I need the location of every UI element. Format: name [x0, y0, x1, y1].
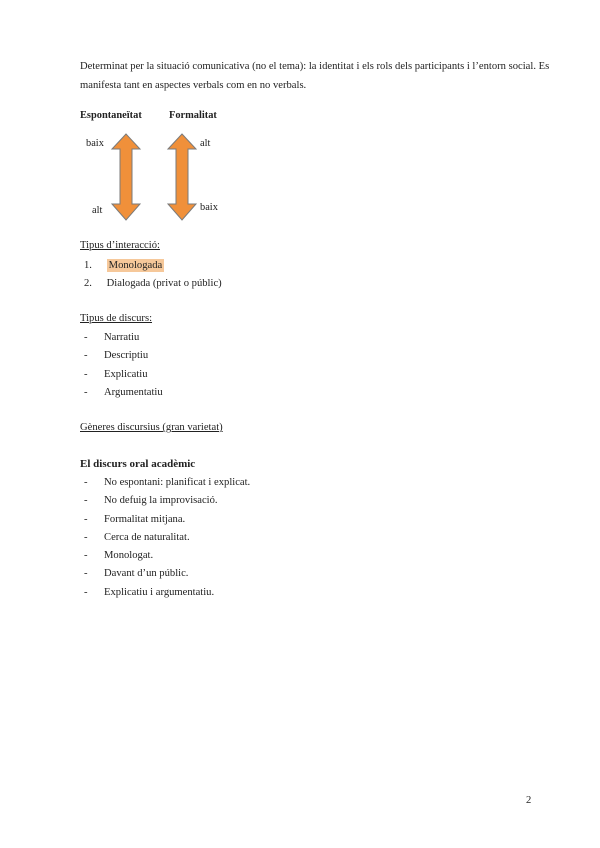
list-item-label: Narratiu — [104, 332, 140, 343]
bullet-marker: - — [84, 550, 88, 562]
bullet-marker: - — [84, 386, 88, 398]
list-item-label: Descriptiu — [104, 350, 149, 362]
list-item — [80, 347, 163, 365]
list-item — [80, 547, 250, 565]
list-item — [80, 474, 250, 492]
list-item — [80, 384, 163, 402]
list-item-label: No defuig la improvisació. — [104, 495, 218, 507]
bullet-marker: - — [84, 531, 88, 543]
monologada-highlight: Monologada — [108, 260, 163, 271]
list-item — [80, 275, 222, 293]
list-item-label: Davant d’un públic. — [104, 568, 189, 580]
bullet-marker: - — [84, 477, 88, 488]
bullet-marker: - — [84, 495, 88, 507]
formality-double-arrow-icon — [168, 134, 196, 220]
oral-discourse-title: El discurs oral acadèmic — [80, 458, 196, 470]
list-item — [80, 492, 250, 510]
spontaneity-header: Espontaneïtat — [80, 110, 142, 121]
list-item-label: Monologat. — [104, 550, 154, 562]
discourse-types-list — [80, 329, 163, 402]
bullet-marker: - — [84, 368, 88, 380]
bullet-marker: - — [84, 586, 88, 598]
list-item — [80, 529, 250, 547]
interaction-types-title: Tipus d’interacció: — [80, 240, 160, 251]
list-item-label: Explicatiu — [104, 368, 148, 380]
spontaneity-double-arrow-icon — [112, 134, 140, 220]
bullet-marker: - — [84, 332, 88, 343]
list-item — [80, 257, 222, 275]
list-item — [80, 366, 163, 384]
formality-header: Formalitat — [169, 110, 217, 121]
list-item — [80, 329, 163, 347]
formality-top-label: alt — [200, 138, 211, 149]
list-item-label: Explicatiu i argumentatiu. — [104, 586, 215, 598]
page-number: 2 — [526, 795, 532, 806]
list-marker: 1. — [84, 260, 92, 271]
list-item — [80, 565, 250, 583]
formality-bottom-label: baix — [200, 202, 218, 213]
bullet-marker: - — [84, 513, 88, 525]
list-item-label: Cerca de naturalitat. — [104, 531, 190, 543]
list-item-label: Argumentatiu — [104, 386, 163, 398]
bullet-marker: - — [84, 350, 88, 362]
interaction-types-list — [80, 257, 222, 294]
list-marker: 2. — [84, 278, 92, 290]
list-item-label: No espontani: planificat i explicat. — [104, 477, 251, 488]
list-item-label: Dialogada (privat o públic) — [106, 278, 222, 290]
intro-paragraph: Determinat per la situació comunicativa (no el tema): la identitat i els rols dels participants i l’entorn social. Es manifesta tant en aspectes verbals com en no verbals. — [80, 61, 550, 91]
spontaneity-bottom-label: alt — [92, 205, 103, 216]
discourse-types-title: Tipus de discurs: — [80, 313, 153, 324]
spontaneity-top-label: baix — [86, 138, 104, 149]
discourse-genres-title: Gèneres discursius (gran varietat) — [80, 422, 223, 433]
list-item — [80, 584, 250, 602]
list-item — [80, 511, 250, 529]
bullet-marker: - — [84, 568, 88, 580]
list-item-label: Formalitat mitjana. — [104, 513, 186, 525]
oral-discourse-list — [80, 474, 250, 602]
